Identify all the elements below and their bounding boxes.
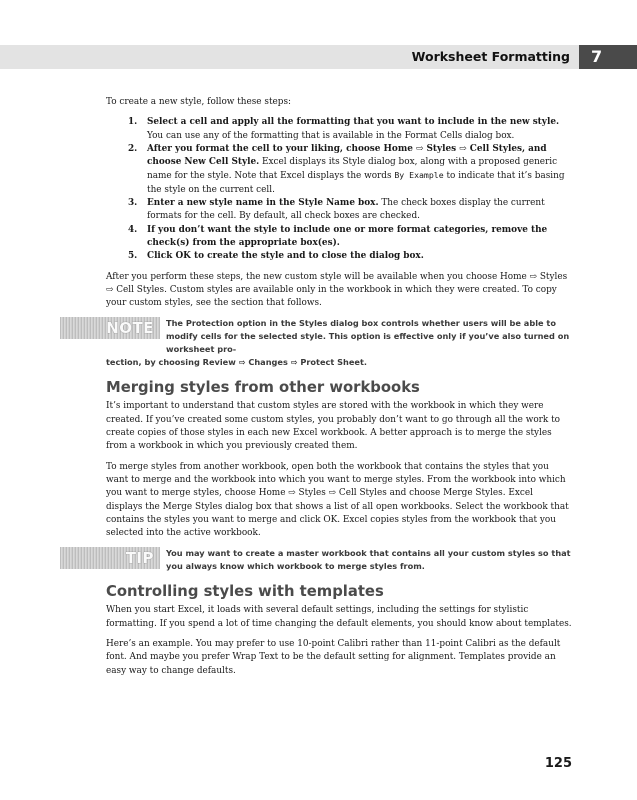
- step-bold-text: Select a cell and apply all the formatting that you want to include in the new style.: [147, 117, 560, 128]
- intro-paragraph: To create a new style, follow these steps:: [106, 97, 291, 107]
- running-header-title: Worksheet Formatting: [411, 49, 570, 64]
- step-text: The check boxes display the current formats for the cell. By default, all check boxes are checked.: [147, 198, 545, 222]
- steps-list: [106, 116, 572, 263]
- after-steps-paragraph: After you perform these steps, the new custom style will be available when you choose Home ⇨ Styles ⇨ Cell Styles. Custom styles are available only in the workbook in which they were created. To copy your custom styles, see the section that follows.: [106, 271, 568, 309]
- templates-paragraph-1: When you start Excel, it loads with several default settings, including the settings for stylistic formatting. If you spend a lot of time changing the default elements, you should know about templates.: [106, 605, 572, 629]
- step-code: By Example: [394, 170, 444, 181]
- note-label: NOTE: [60, 317, 160, 339]
- step-bold-text: Click OK to create the style and to close the dialog box.: [147, 251, 424, 262]
- step-number: 4.: [128, 224, 138, 235]
- list-item: [106, 143, 572, 197]
- section-heading-merging: Merging styles from other workbooks: [106, 379, 420, 397]
- page-number: 125: [544, 756, 572, 771]
- list-item: [106, 116, 572, 143]
- tip-text: You may want to create a master workbook that contains all your custom styles so that you always know which workbook to merge styles from.: [166, 548, 571, 572]
- page-body: [106, 96, 572, 685]
- step-number: 1.: [128, 117, 138, 128]
- merging-paragraph-1: It’s important to understand that custom styles are stored with the workbook in which they were created. If you’ve created some custom styles, you probably don’t want to go through all the work to create copies of those styles in each new Excel workbook. A better approach is to merge the styles from a workbook in which you previously created them.: [106, 401, 561, 452]
- templates-paragraph-2: Here’s an example. You may prefer to use 10-point Calibri rather than 11-point Calibri as the default font. And maybe you prefer Wrap Text to be the default setting for alignment. Templates provide an easy way to change defaults.: [106, 639, 561, 676]
- step-text: You can use any of the formatting that is available in the Format Cells dialog box.: [147, 130, 515, 141]
- step-bold-text: Enter a new style name in the Style Name box.: [147, 198, 379, 209]
- list-item: [106, 250, 572, 263]
- note-text-continued: tection, by choosing Review ⇨ Changes ⇨ Protect Sheet.: [106, 357, 367, 368]
- step-bold-text: After you format the cell to your liking, choose Home ⇨ Styles ⇨ Cell Styles, and choose New Cell Style.: [147, 143, 547, 168]
- step-number: 2.: [128, 143, 138, 154]
- step-text: Excel displays its Style dialog box, along with a proposed generic name for the style. Note that Excel displays the words: [147, 157, 558, 182]
- list-item: [106, 197, 572, 224]
- tip-callout: [106, 547, 572, 573]
- section-heading-templates: Controlling styles with templates: [106, 583, 384, 601]
- step-number: 5.: [128, 251, 138, 262]
- step-text: to indicate that it’s basing the style on the current cell.: [147, 171, 565, 195]
- step-bold-text: If you don’t want the style to include one or more format categories, remove the check(s) from the appropriate box(es).: [147, 224, 548, 248]
- step-number: 3.: [128, 198, 138, 209]
- note-text: The Protection option in the Styles dialog box controls whether users will be able to modify cells for the selected style. This option is effective only if you’ve also turned on worksheet pro-: [166, 318, 570, 355]
- chapter-number-tab: 7: [579, 45, 637, 69]
- merging-paragraph-2: To merge styles from another workbook, open both the workbook that contains the styles that you want to merge and the workbook into which you want to merge styles. From the workbook into which you want to merge styles, choose Home ⇨ Styles ⇨ Cell Styles and choose Merge Styles. Excel displays the Merge Styles dialog box that shows a list of all open workbooks. Select the workbook that contains the styles you want to merge and click OK. Excel copies styles from the workbook that you selected into the active workbook.: [106, 461, 569, 539]
- note-callout: [106, 317, 572, 369]
- tip-label: TIP: [60, 547, 160, 569]
- list-item: [106, 224, 572, 251]
